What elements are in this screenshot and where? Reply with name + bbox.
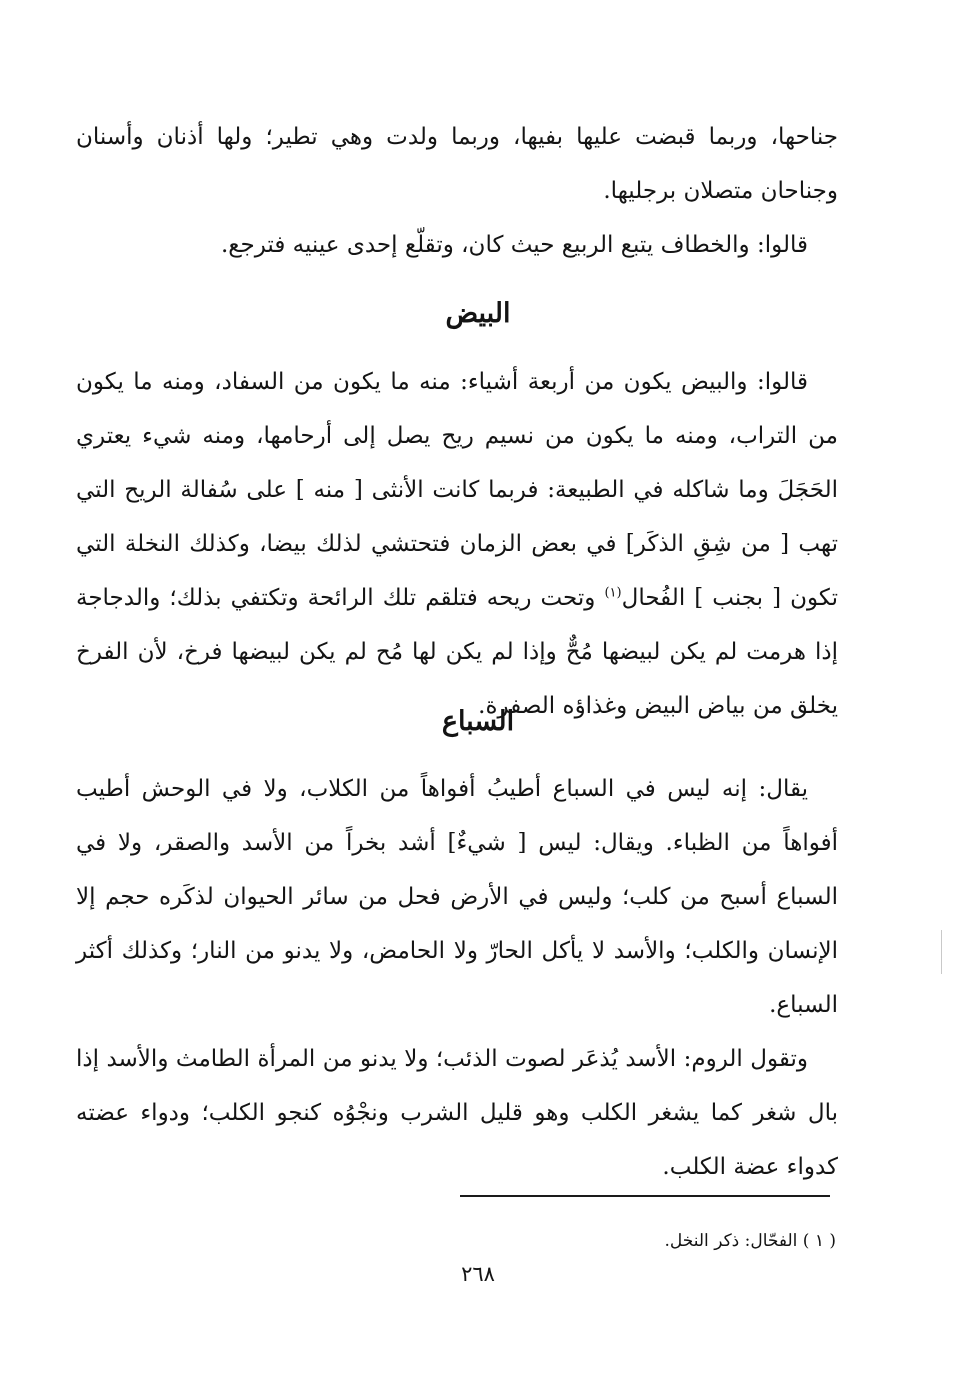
eggs-text-part-1: قالوا: والبيض يكون من أربعة أشياء: منه ما يكون من السفاد، ومنه ما يكون من التراب، ومنه ما يكون من نسيم ريح يصل إلى أرحامها، ومنه شيء يعتري الحَجَلَ وما شاكله في الطبيعة: فربما كانت الأنثى [ منه ] على سُفالة الريح التي تهب [ من شِقِ الذكَر] في بعض الزمان فتحتشي لذلك بيضا، وكذلك النخلة التي تكون [ بجنب ] الفُحال [76,369,839,611]
intro-text [76,110,838,272]
intro-paragraph-2: قالوا: والخطاف يتبع الربيع حيث كان، وتقلّع إحدى عينيه فترجع. [220,232,808,258]
section-heading-beasts: السباع [441,706,515,737]
beasts-paragraph-1: يقال: إنه ليس في السباع أطيبُ أفواهاً من الكلاب، ولا في الوحش أطيب أفواهاً من الظباء. ويقال: ليس [ شيءٌ] أشد بخراً من الأسد والصقر، ولا في السباع أسبح من كلب؛ وليس في الأرض فحل من سائر الحيوان لذكَره حجم إلا الإنسان والكلب؛ والأسد لا يأكل الحارّ ولا الحامض، ولا يدنو من النار؛ وكذلك أكثر السباع. [76,776,838,1018]
section-heading-eggs: البيض [445,298,511,329]
scan-artifact-line [941,930,942,974]
eggs-text-part-2: وتحت ريحه فتلقم تلك الرائحة وتكتفي بذلك؛ والدجاجة إذا هرمت لم يكن لبيضها مُحٌّ وإذا لم يكن لها مُح لم يكن لبيضها فرخ، لأن الفرخ يخلق من بياض البيض وغذاؤه الصفرة. [76,585,838,719]
intro-paragraph-1: جناحها، وربما قبضت عليها بفيها، وربما ولدت وهي تطير؛ ولها أذنان وأسنان وجناحان متصلان برجليها. [76,124,838,204]
page-number: ٢٦٨ [461,1262,495,1286]
beasts-paragraph-2: وتقول الروم: الأسد يُذعَر لصوت الذئب؛ ولا يدنو من المرأة الطامث والأسد إذا بال شغر كما يشغر الكلب وهو قليل الشرب ونجْوُه كنجو الكلب؛ ودواء عضته كدواء عضة الكلب. [76,1046,838,1180]
footnote-divider [460,1195,830,1197]
footnote-marker: (١) [604,585,622,601]
footnote: ( ١ ) الفحّال: ذكر النخل. [664,1231,836,1251]
beasts-text [76,762,838,1194]
eggs-paragraph-1 [76,355,838,733]
eggs-text [76,355,838,733]
